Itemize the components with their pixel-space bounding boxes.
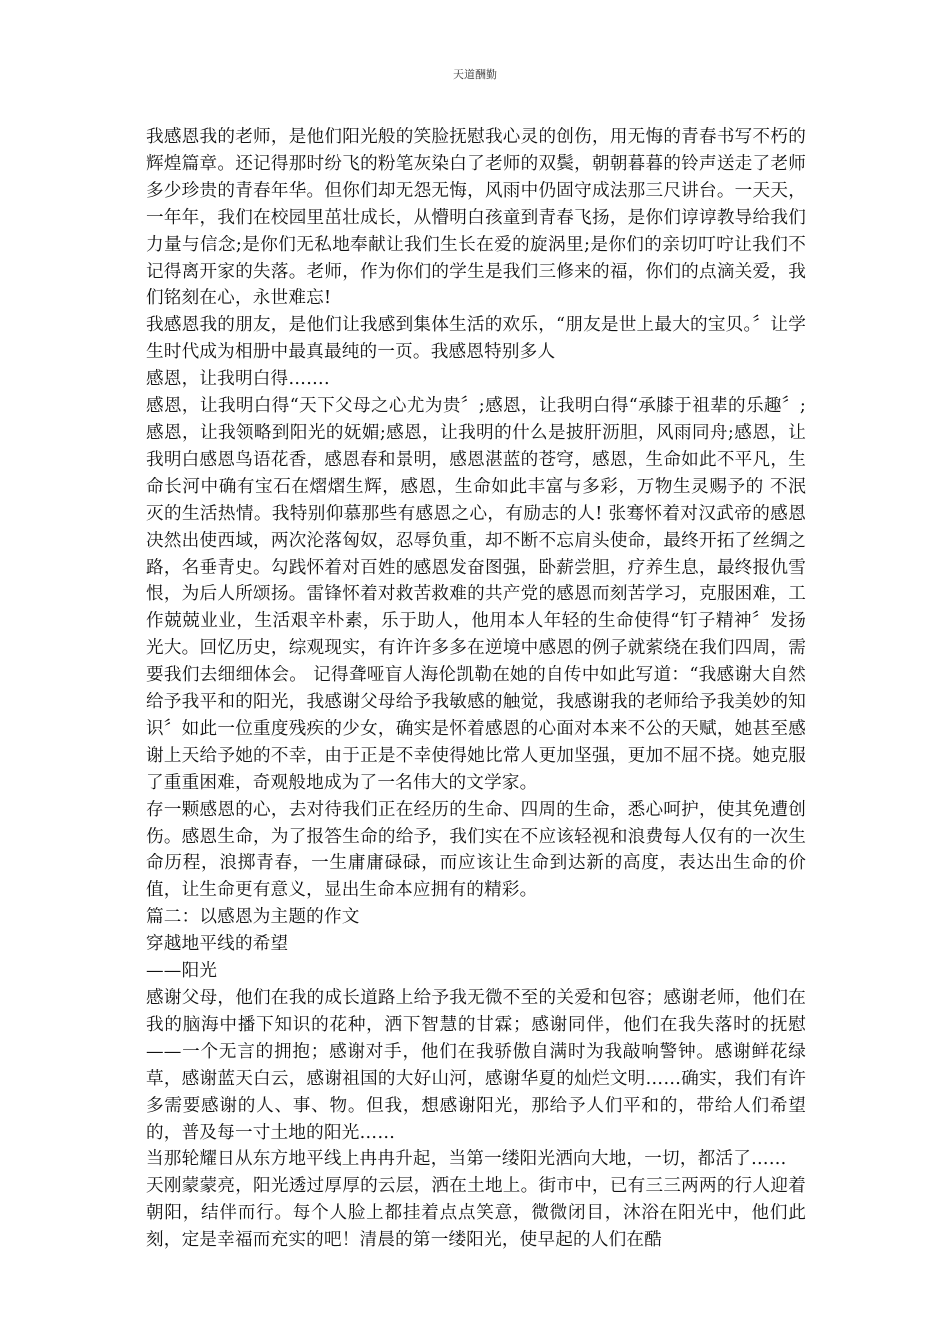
paragraph-morning: 天刚蒙蒙亮，阳光透过厚厚的云层，洒在土地上。街市中，已有三三两两的行人迎着朝阳，结伴而行。每个人脸上都挂着点点笑意，微微闭目，沐浴在阳光中，他们此刻，定是幸福而充实的吧！清晨的第一缕阳光，使早起的人们在酷 (146, 1176, 806, 1251)
paragraph-teachers: 我感恩我的老师，是他们阳光般的笑脸抚慰我心灵的创伤，用无悔的青春书写不朽的辉煌篇章。还记得那时纷飞的粉笔灰染白了老师的双鬓，朝朝暮暮的铃声送走了老师多少珍贵的青春年华。但你们却无怨无悔，风雨中仍固守成法那三尺讲台。一天天，一年年，我们在校园里茁壮成长，从懵明白孩童到青春飞扬，是你们谆谆教导给我们力量与信念;是你们无私地奉献让我们生长在爱的旋涡里;是你们的亲切叮咛让我们不记得离开家的失落。老师，作为你们的学生是我们三修来的福，你们的点滴关爱，我们铭刻在心，永世难忘! (146, 127, 806, 309)
essay-title: 穿越地平线的希望 (146, 934, 289, 955)
section-heading: 篇二：以感恩为主题的作文 (146, 907, 360, 928)
body-text (146, 124, 806, 1254)
paragraph-friends: 我感恩我的朋友，是他们让我感到集体生活的欢乐，“朋友是世上最大的宝贝。〞让学生时代成为相册中最真最纯的一页。我感恩特别多人 (146, 315, 806, 363)
page-header: 天道酬勤 (453, 68, 497, 81)
paragraph-thanks: 感谢父母，他们在我的成长道路上给予我无微不至的关爱和包容；感谢老师，他们在我的脑海中播下知识的花种，洒下智慧的甘霖；感谢同伴，他们在我失落时的抚慰——一个无言的拥抱；感谢对手，他们在我骄傲自满时为我敲响警钟。感谢鲜花绿草，感谢蓝天白云，感谢祖国的大好山河，感谢华夏的灿烂文明……确实，我们有许多需要感谢的人、事、物。但我，想感谢阳光，那给予人们平和的，带给人们希望的，普及每一寸土地的阳光…… (146, 988, 806, 1143)
paragraph-sunrise: 当那轮耀日从东方地平线上冉冉升起，当第一缕阳光洒向大地，一切，都活了…… (146, 1149, 787, 1170)
essay-subtitle: ——阳光 (146, 961, 218, 982)
paragraph-cherish-life: 存一颗感恩的心，去对待我们正在经历的生命、四周的生命，悉心呵护，使其免遭创伤。感恩生命，为了报答生命的给予，我们实在不应该轻视和浪费每人仅有的一次生命历程，浪掷青春，一生庸庸碌碌，而应该让生命到达新的高度，表达出生命的价值，让生命更有意义，显出生命本应拥有的精彩。 (146, 799, 806, 901)
paragraph-gratitude-examples: 感恩，让我明白得“天下父母之心尤为贵〞;感恩，让我明白得“承膝于祖辈的乐趣〞;感恩，让我领略到阳光的妩媚;感恩，让我明的什么是披肝沥胆，风雨同舟;感恩，让我明白感恩鸟语花香，感恩春和景明，感恩湛蓝的苍穹，感恩，生命如此不平凡，生命长河中确有宝石在熠熠生辉，感恩，生命如此丰富与多彩，万物生灵赐予的 不泯灭的生活热情。我特别仰慕那些有感恩之心，有励志的人! 张骞怀着对汉武帝的感恩决然出使西域，两次沦落匈奴，忍辱负重，却不断不忘肩头使命，最终开拓了丝绸之路，名垂青史。勾践怀着对百姓的感恩发奋图强，卧薪尝胆，疗养生息，最终报仇雪恨，为后人所颂扬。雷锋怀着对救苦救难的共产党的感恩而刻苦学习，克服困难，工作兢兢业业，生活艰辛朴素，乐于助人，他用本人年轻的生命使得“钉子精神〞发扬光大。回忆历史，综观现实，有许许多多在逆境中感恩的例子就萦绕在我们四周，需要我们去细细体会。 记得聋哑盲人海伦凯勒在她的自传中如此写道：“我感谢大自然给予我平和的阳光，我感谢父母给予我敏感的触觉，我感谢我的老师给予我美妙的知识〞如此一位重度残疾的少女，确实是怀着感恩的心面对本来不公的天赋，她甚至感谢上天给予她的不幸，由于正是不幸使得她比常人更加坚强，更加不屈不挠。她克服了重重困难，奇观般地成为了一名伟大的文学家。 (146, 396, 806, 793)
paragraph-gratitude-intro: 感恩，让我明白得……. (146, 369, 330, 390)
